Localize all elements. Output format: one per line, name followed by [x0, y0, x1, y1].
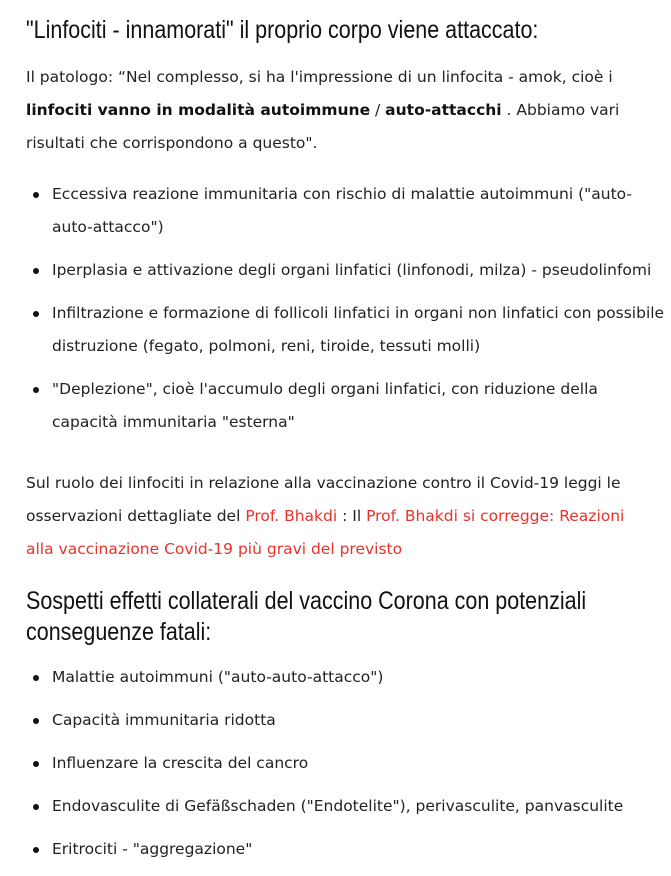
list-item: Eccessiva reazione immunitaria con rischio di malattie autoimmuni ("auto-auto-attacco")	[26, 178, 666, 244]
link-prof-bhakdi[interactable]: Prof. Bhakdi	[245, 507, 338, 525]
related-links-paragraph	[26, 467, 656, 566]
list-item: Eritrociti - "aggregazione"	[26, 833, 666, 866]
side-effects-list	[26, 661, 666, 876]
list-item: Malattie autoimmuni ("auto-auto-attacco")	[26, 661, 666, 694]
list-item: Influenzare la crescita del cancro	[26, 747, 666, 780]
section-heading-side-effects: Sospetti effetti collaterali del vaccino Corona con potenziali conseguenze fatali:	[26, 587, 587, 646]
intro-bold-autoimmune: linfociti vanno in modalità autoimmune	[26, 101, 371, 119]
list-item: Endovasculite di Gefäßschaden ("Endotelite"), perivasculite, panvasculite	[26, 790, 666, 823]
links-text-middle: : Il	[337, 507, 367, 525]
intro-paragraph	[26, 61, 656, 160]
findings-list	[26, 178, 666, 449]
list-item: Iperplasia e attivazione degli organi linfatici (linfonodi, milza) - pseudolinfomi	[26, 254, 666, 287]
links-text-start: Sul ruolo dei linfociti in relazione alla vaccinazione contro il Covid-19 leggi le osservazioni dettagliate del	[26, 474, 621, 525]
list-item: Capacità immunitaria ridotta	[26, 704, 666, 737]
intro-text-end: . Abbiamo vari risultati che corrispondono a questo".	[26, 101, 620, 152]
list-item: "Deplezione", cioè l'accumulo degli organi linfatici, con riduzione della capacità immunitaria "esterna"	[26, 373, 666, 439]
list-item: Infiltrazione e formazione di follicoli linfatici in organi non linfatici con possibile distruzione (fegato, polmoni, reni, tiroide, tessuti molli)	[26, 297, 666, 363]
intro-separator: /	[370, 101, 386, 119]
link-bhakdi-article[interactable]: Prof. Bhakdi si corregge: Reazioni alla vaccinazione Covid-19 più gravi del previsto	[26, 507, 625, 558]
intro-bold-auto-attacks: auto-attacchi	[385, 101, 502, 119]
section-heading-lymphocytes: "Linfociti - innamorati" il proprio corpo viene attaccato:	[26, 16, 539, 44]
intro-text-start: Il patologo: “Nel complesso, si ha l'impressione di un linfocita - amok, cioè i	[26, 68, 613, 86]
